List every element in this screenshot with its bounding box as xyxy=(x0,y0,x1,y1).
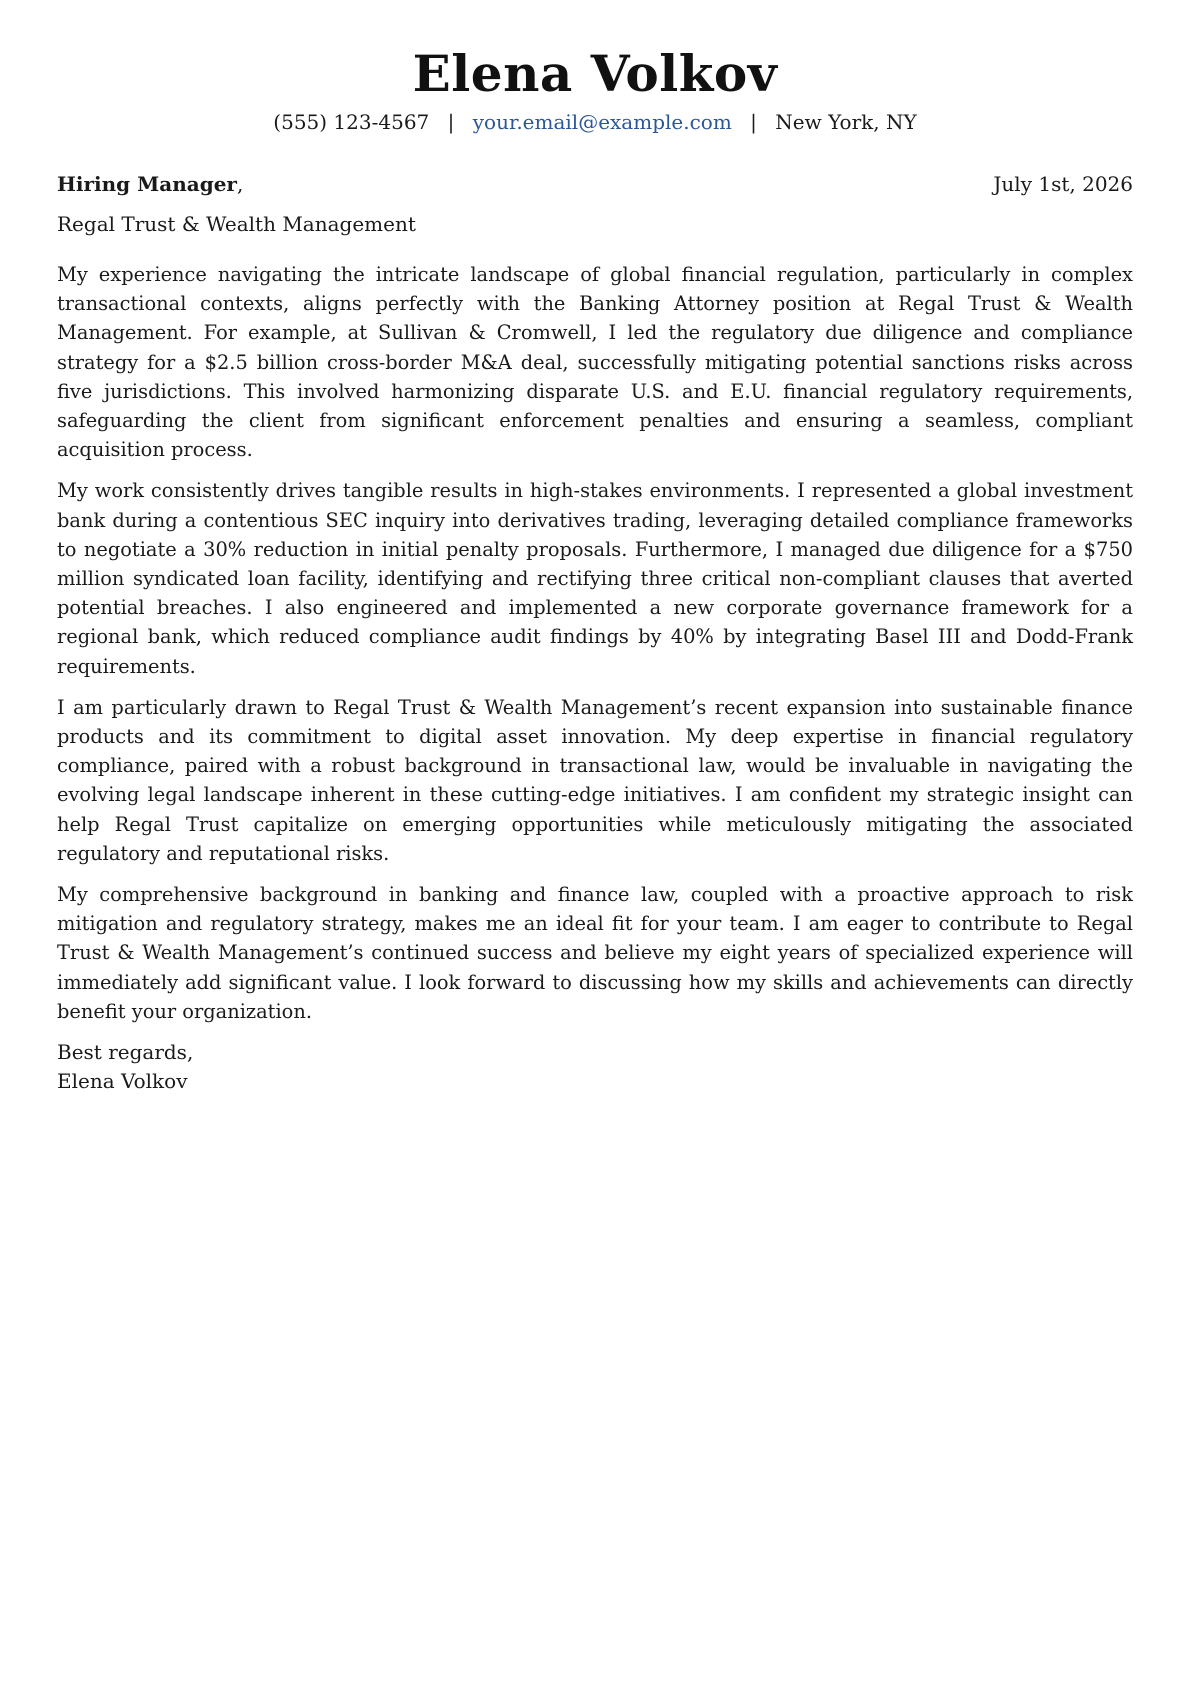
recipient-row xyxy=(57,170,1133,198)
company-name: Regal Trust & Wealth Management xyxy=(57,212,416,236)
letter-body xyxy=(57,260,1133,1026)
phone-number: (555) 123-4567 xyxy=(273,110,430,134)
body-paragraph-3: I am particularly drawn to Regal Trust & Wealth Management’s recent expansion into sustainable finance products and its commitment to digital asset innovation. My deep expertise in financial regulatory compliance, paired with a robust background in transactional law, would be invaluable in navigating the evolving legal landscape inherent in these cutting-edge initiatives. I am confident my strategic insight can help Regal Trust capitalize on emerging opportunities while meticulously mitigating the associated regulatory and reputational risks. xyxy=(57,695,1133,865)
letter-closing xyxy=(57,1038,1133,1096)
recipient-greeting xyxy=(57,170,243,198)
recipient-comma: , xyxy=(236,172,244,196)
recipient-name: Hiring Manager xyxy=(57,172,237,196)
email-link[interactable]: your.email@example.com xyxy=(472,110,732,134)
signature-name: Elena Volkov xyxy=(57,1069,188,1094)
applicant-name: Elena Volkov xyxy=(412,44,778,103)
letter-date: July 1st, 2026 xyxy=(993,172,1133,196)
closing-phrase: Best regards, xyxy=(57,1040,194,1065)
contact-line xyxy=(57,108,1133,136)
location: New York, NY xyxy=(775,110,917,134)
body-paragraph-2: My work consistently drives tangible results in high-stakes environments. I represented a global investment bank during a contentious SEC inquiry into derivatives trading, leveraging detailed compliance frameworks to negotiate a 30% reduction in initial penalty proposals. Furthermore, I managed due diligence for a $750 million syndicated loan facility, identifying and rectifying three critical non-compliant clauses that averted potential breaches. I also engineered and implemented a new corporate governance framework for a regional bank, which reduced compliance audit findings by 40% by integrating Basel III and Dodd-Frank requirements. xyxy=(57,479,1133,678)
cover-letter-page xyxy=(57,0,1133,1096)
contact-separator: | xyxy=(750,110,757,134)
contact-separator: | xyxy=(447,110,455,134)
body-paragraph-1: My experience navigating the intricate landscape of global financial regulation, particularly in complex transactional contexts, aligns perfectly with the Banking Attorney position at Regal Trust & Wealth Management. For example, at Sullivan & Cromwell, I led the regulatory due diligence and compliance strategy for a $2.5 billion cross-border M&A deal, successfully mitigating potential sanctions risks across five jurisdictions. This involved harmonizing disparate U.S. and E.U. financial regulatory requirements, safeguarding the client from significant enforcement penalties and ensuring a seamless, compliant acquisition process. xyxy=(57,263,1133,462)
body-paragraph-4: My comprehensive background in banking and finance law, coupled with a proactive approach to risk mitigation and regulatory strategy, makes me an ideal fit for your team. I am eager to contribute to Regal Trust & Wealth Management’s continued success and believe my eight years of specialized experience will immediately add significant value. I look forward to discussing how my skills and achievements can directly benefit your organization. xyxy=(57,883,1133,1023)
